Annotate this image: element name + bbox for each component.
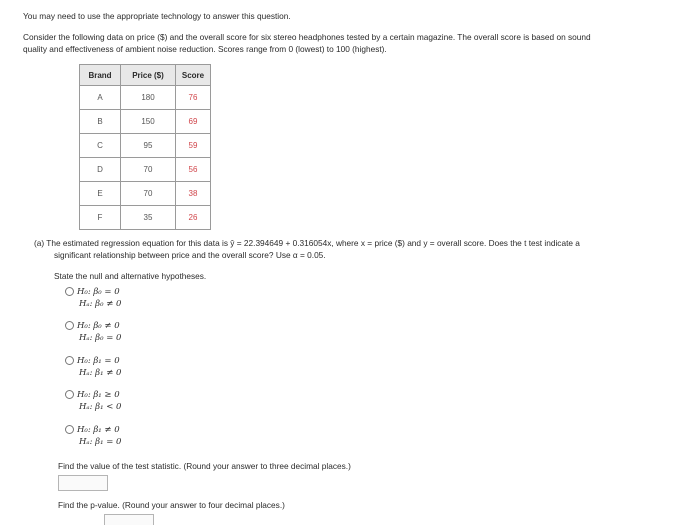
cell-score: 38 (176, 182, 211, 206)
table-row (80, 182, 211, 206)
data-table (79, 64, 211, 230)
alternative-hypothesis: Hₐ: β₀ ≠ 0 (79, 299, 122, 309)
radio-button[interactable] (65, 356, 74, 365)
cell-brand: B (80, 110, 121, 134)
null-hypothesis: H₀: β₁ = 0 (77, 356, 120, 366)
cell-brand: F (80, 206, 121, 230)
p-value-input[interactable] (104, 514, 154, 525)
hypothesis-option-1[interactable] (65, 287, 121, 309)
p-value-prompt: Find the p-value. (Round your answer to four decimal places.) (58, 500, 285, 510)
cell-score: 69 (176, 110, 211, 134)
table-row (80, 206, 211, 230)
table-row (80, 110, 211, 134)
null-hypothesis: H₀: β₀ ≠ 0 (77, 321, 120, 331)
part-a-question-cont: significant relationship between price and the overall score? Use α = 0.05. (54, 250, 326, 260)
cell-score: 26 (176, 206, 211, 230)
table-row (80, 134, 211, 158)
table-header-row (80, 65, 211, 86)
hypothesis-option-5[interactable] (65, 425, 121, 447)
hypothesis-option-4[interactable] (65, 390, 121, 412)
radio-button[interactable] (65, 321, 74, 330)
cell-price: 35 (121, 206, 176, 230)
problem-description (23, 31, 591, 55)
part-a-question: (a) The estimated regression equation for this data is ŷ = 22.394649 + 0.316054x, where x = price ($) and y = overall score. Does the t test indicate a (34, 238, 580, 248)
cell-price: 180 (121, 86, 176, 110)
radio-button[interactable] (65, 287, 74, 296)
cell-price: 95 (121, 134, 176, 158)
alternative-hypothesis: Hₐ: β₀ = 0 (79, 333, 122, 343)
test-statistic-input[interactable] (58, 475, 108, 491)
table-row (80, 86, 211, 110)
cell-score: 56 (176, 158, 211, 182)
table-row (80, 158, 211, 182)
cell-brand: C (80, 134, 121, 158)
alternative-hypothesis: Hₐ: β₁ < 0 (79, 402, 122, 412)
instruction-text: You may need to use the appropriate technology to answer this question. (23, 11, 291, 21)
state-hypotheses-prompt: State the null and alternative hypotheses. (54, 271, 207, 281)
alternative-hypothesis: Hₐ: β₁ ≠ 0 (79, 368, 122, 378)
cell-score: 59 (176, 134, 211, 158)
cell-brand: E (80, 182, 121, 206)
description-line-1: Consider the following data on price ($) and the overall score for six stereo headphones tested by a certain magazine. The overall score is based on sound (23, 32, 591, 42)
hypothesis-option-3[interactable] (65, 356, 121, 378)
cell-price: 70 (121, 182, 176, 206)
cell-score: 76 (176, 86, 211, 110)
test-statistic-prompt: Find the value of the test statistic. (Round your answer to three decimal places.) (58, 461, 351, 471)
description-line-2: quality and effectiveness of ambient noise reduction. Scores range from 0 (lowest) to 100 (highest). (23, 44, 387, 54)
cell-brand: D (80, 158, 121, 182)
header-price: Price ($) (121, 65, 176, 86)
hypothesis-option-2[interactable] (65, 321, 121, 343)
cell-price: 70 (121, 158, 176, 182)
cell-brand: A (80, 86, 121, 110)
cell-price: 150 (121, 110, 176, 134)
null-hypothesis: H₀: β₀ = 0 (77, 287, 120, 297)
null-hypothesis: H₀: β₁ ≠ 0 (77, 425, 120, 435)
radio-button[interactable] (65, 390, 74, 399)
alternative-hypothesis: Hₐ: β₁ = 0 (79, 437, 122, 447)
null-hypothesis: H₀: β₁ ≥ 0 (77, 390, 120, 400)
header-brand: Brand (80, 65, 121, 86)
header-score: Score (176, 65, 211, 86)
radio-button[interactable] (65, 425, 74, 434)
